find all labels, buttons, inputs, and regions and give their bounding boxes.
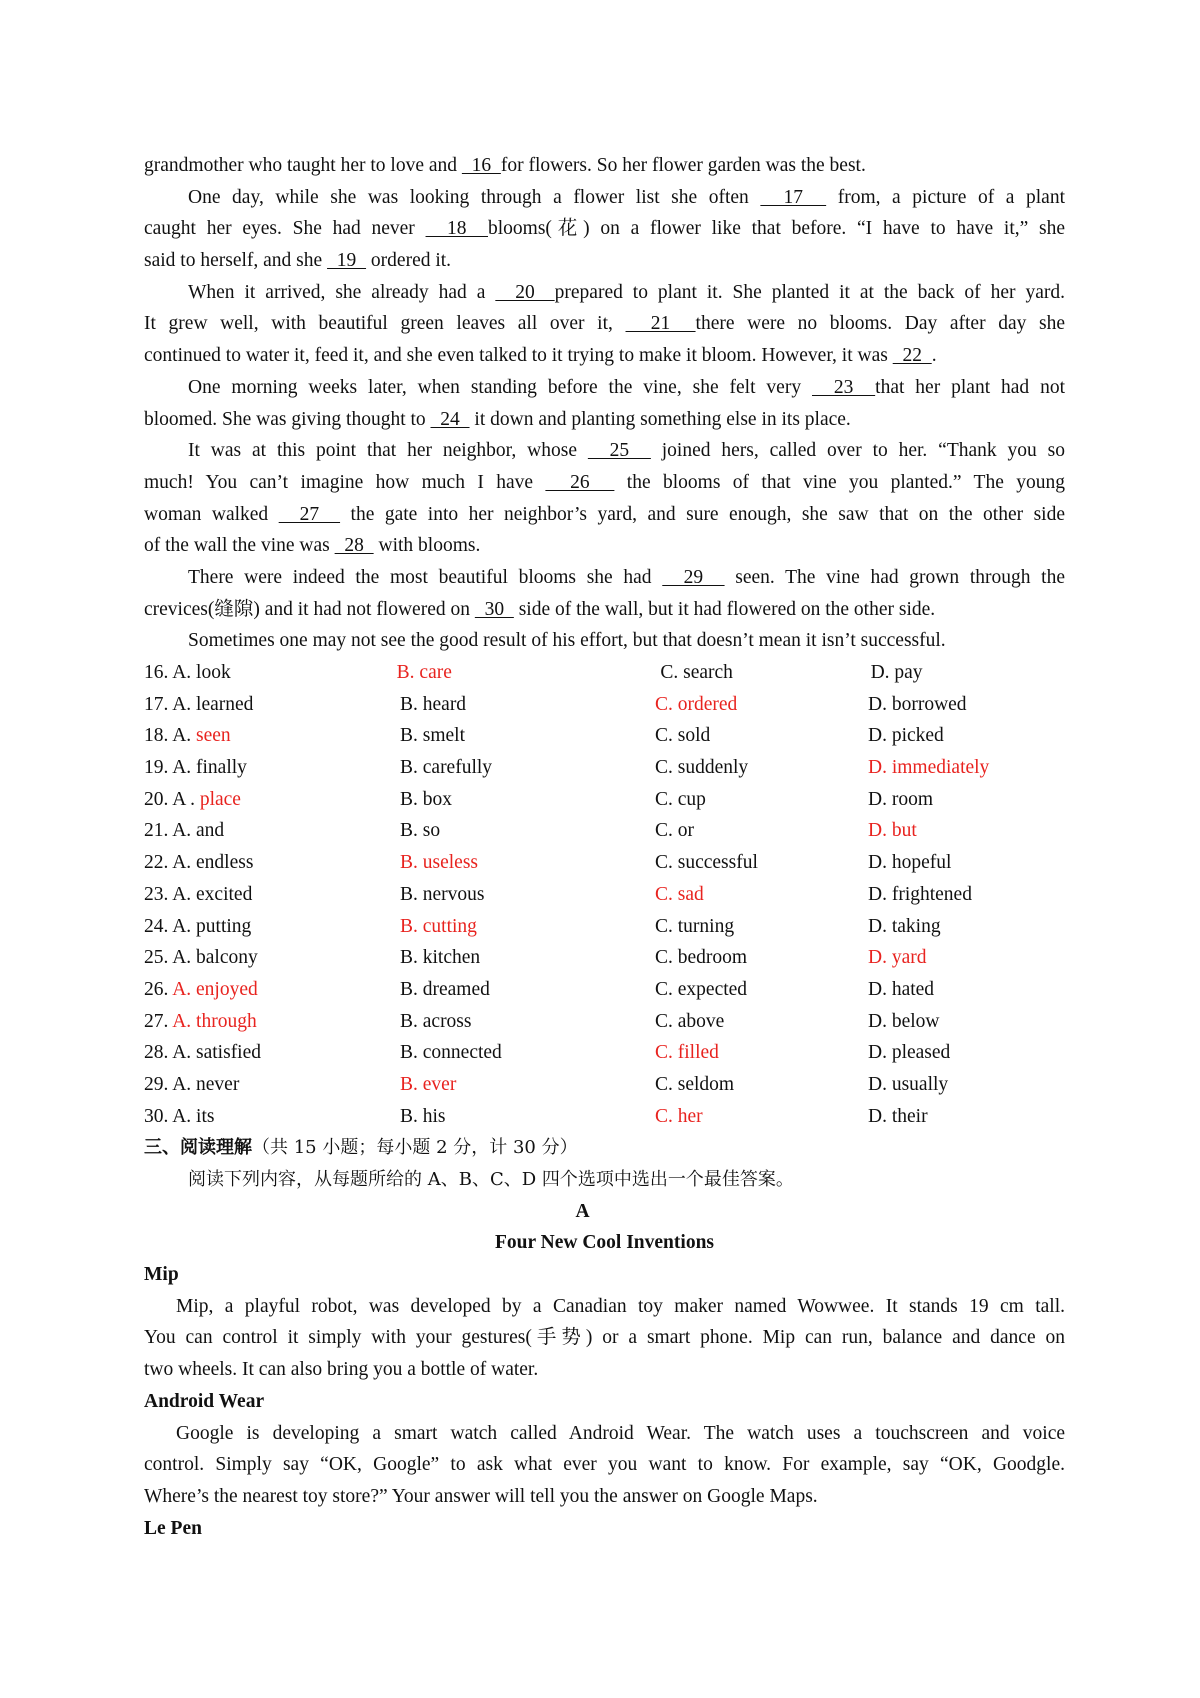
question-number: 20. — [144, 788, 173, 810]
option-text: D. their — [868, 1105, 928, 1127]
option-text: B. box — [400, 788, 453, 810]
option-row — [144, 847, 1065, 879]
option-b — [400, 752, 655, 784]
option-row — [144, 689, 1065, 721]
question-number: 19. — [144, 757, 173, 779]
option-d — [868, 720, 1065, 752]
option-row — [144, 1069, 1065, 1101]
option-c — [655, 879, 868, 911]
question-number: 16. — [144, 662, 173, 683]
option-a — [144, 720, 400, 752]
option-letter: A . — [172, 788, 200, 810]
option-b — [400, 974, 655, 1006]
article-items — [144, 1259, 1065, 1544]
article-line: control. Simply say “OK, Google” to ask what ever you want to know. For example, say “OK, Goodgle. — [144, 1454, 1065, 1476]
option-c — [655, 911, 868, 943]
option-b — [400, 879, 655, 911]
passage-text: One day, while she was looking through a flower list she often — [188, 186, 761, 208]
option-c — [655, 1069, 868, 1101]
passage-text: the blooms of that vine you planted.” The young — [614, 471, 1065, 493]
option-c — [655, 815, 868, 847]
option-text: B. across — [400, 1010, 472, 1032]
passage-line — [144, 182, 1065, 214]
option-text: C. sold — [655, 725, 711, 747]
option-text: A. excited — [172, 883, 253, 905]
option-text: C. her — [655, 1105, 703, 1127]
option-b — [400, 720, 655, 752]
option-text: C. or — [655, 820, 694, 842]
option-a — [144, 752, 400, 784]
option-text: D. room — [868, 788, 933, 810]
option-d — [868, 752, 1065, 784]
option-text: C. filled — [655, 1042, 719, 1064]
option-letter: A. — [172, 1010, 197, 1032]
option-text: D. hopeful — [868, 852, 952, 874]
question-number: 29. — [144, 1073, 173, 1095]
passage-text: One morning weeks later, when standing before the vine, she felt very — [188, 376, 812, 398]
passage-line — [144, 277, 1065, 309]
option-c — [655, 784, 868, 816]
option-a — [144, 1006, 400, 1038]
option-b — [400, 1069, 655, 1101]
question-number: 24. — [144, 915, 173, 937]
option-text: C. search — [660, 662, 733, 683]
option-row — [144, 911, 1065, 943]
option-b — [400, 1006, 655, 1038]
passage-text: When it arrived, she already had a — [188, 281, 496, 303]
exam-page — [144, 150, 1065, 1544]
passage-text: woman walked — [144, 503, 279, 525]
option-d — [868, 1006, 1065, 1038]
question-number: 26. — [144, 978, 173, 1000]
section-3-note: （共 15 小题；每小题 2 分，计 30 分） — [252, 1137, 578, 1159]
option-text: B. so — [400, 820, 441, 842]
option-c — [648, 657, 870, 689]
option-row — [144, 752, 1065, 784]
option-b — [400, 1037, 655, 1069]
passage-text: of the wall the vine was — [144, 535, 335, 557]
option-c — [655, 1006, 868, 1038]
option-c — [655, 974, 868, 1006]
option-d — [868, 1037, 1065, 1069]
option-text: C. bedroom — [655, 947, 748, 969]
article-title: Four New Cool Inventions — [494, 1232, 715, 1254]
answer-blank: 16 — [461, 155, 501, 176]
option-a — [144, 974, 400, 1006]
option-b — [400, 847, 655, 879]
option-word: enjoyed — [196, 978, 258, 1000]
question-number: 17. — [144, 693, 173, 715]
section-3-header — [144, 1132, 1065, 1164]
option-text: B. carefully — [400, 757, 493, 779]
option-text: B. ever — [400, 1073, 457, 1095]
option-a — [144, 815, 400, 847]
option-row — [144, 1101, 1065, 1133]
answer-blank: 29 — [662, 566, 725, 588]
option-text: B. cutting — [400, 915, 477, 937]
passage-text: There were indeed the most beautiful blooms she had — [188, 566, 663, 588]
option-text: D. usually — [868, 1073, 949, 1095]
option-c — [655, 1101, 868, 1133]
option-text: C. ordered — [655, 693, 738, 715]
passage-text: for flowers. So her flower garden was the best. — [500, 155, 866, 176]
article-line: two wheels. It can also bring you a bottle of water. — [144, 1359, 539, 1381]
option-b — [400, 815, 655, 847]
option-text: C. turning — [655, 915, 735, 937]
option-d — [868, 784, 1065, 816]
option-c — [655, 942, 868, 974]
option-text: B. his — [400, 1105, 446, 1127]
passage-text: side of the wall, but it had flowered on the other side. — [513, 598, 936, 620]
option-text: C. suddenly — [655, 757, 749, 779]
option-a — [144, 942, 400, 974]
cloze-passage — [144, 150, 1065, 657]
answer-blank: 18 — [425, 218, 488, 240]
passage-line — [144, 404, 1065, 436]
option-letter: A. — [172, 725, 197, 747]
option-c — [655, 720, 868, 752]
option-d — [871, 657, 1065, 689]
cloze-options — [144, 657, 1065, 1132]
option-text: C. expected — [655, 978, 748, 1000]
passage-text: It grew well, with beautiful green leaves all over it, — [144, 313, 626, 335]
passage-line — [144, 499, 1065, 531]
option-text: C. successful — [655, 852, 758, 874]
option-row — [144, 784, 1065, 816]
option-a — [144, 1037, 400, 1069]
option-row — [144, 974, 1065, 1006]
answer-blank: 30 — [474, 598, 514, 620]
passage-line — [144, 625, 1065, 657]
option-text: D. immediately — [868, 757, 990, 779]
passage-text: crevices(缝隙) and it had not flowered on — [144, 598, 475, 620]
option-text: C. above — [655, 1010, 725, 1032]
passage-line — [144, 594, 1065, 626]
option-b — [397, 657, 649, 689]
passage-text: there were no blooms. Day after day she — [695, 313, 1065, 335]
option-d — [868, 879, 1065, 911]
option-text: B. nervous — [400, 883, 485, 905]
option-text: A. endless — [172, 852, 254, 874]
option-a — [144, 1101, 400, 1133]
option-text: D. picked — [868, 725, 944, 747]
question-number: 30. — [144, 1105, 173, 1127]
option-c — [655, 752, 868, 784]
option-text: D. pleased — [868, 1042, 951, 1064]
passage-text: the gate into her neighbor’s yard, and sure enough, she saw that on the other side — [340, 503, 1066, 525]
passage-text: It was at this point that her neighbor, whose — [188, 440, 588, 462]
passage-line — [144, 340, 1065, 372]
article-item-heading: Le Pen — [144, 1517, 202, 1539]
passage-text: caught her eyes. She had never — [144, 218, 426, 240]
option-text: C. cup — [655, 788, 706, 810]
passage-text: blooms(花) on a flower like that before. “I have to have it,” she — [488, 218, 1065, 240]
answer-blank: 23 — [812, 376, 876, 398]
option-text: D. hated — [868, 978, 935, 1000]
article-line: You can control it simply with your gestures(手势) or a smart phone. Mip can run, balance and dance on — [144, 1327, 1065, 1349]
passage-text: it down and planting something else in its place. — [469, 408, 851, 430]
option-row — [144, 815, 1065, 847]
answer-blank: 27 — [278, 503, 341, 525]
passage-text: ordered it. — [366, 250, 452, 272]
passage-text: continued to water it, feed it, and she even talked to it trying to make it bloom. However, it was — [144, 345, 893, 367]
passage-text: said to herself, and she — [144, 250, 328, 272]
option-row — [144, 879, 1065, 911]
option-a — [144, 689, 400, 721]
option-a — [144, 911, 400, 943]
option-text: D. below — [868, 1010, 940, 1032]
option-d — [868, 974, 1065, 1006]
option-text: C. seldom — [655, 1073, 735, 1095]
option-text: D. borrowed — [868, 693, 967, 715]
option-a — [144, 657, 397, 689]
passage-text: joined hers, called over to her. “Thank you so — [650, 440, 1066, 462]
option-text: A. satisfied — [172, 1042, 262, 1064]
option-text: B. smelt — [400, 725, 466, 747]
passage-line — [144, 245, 1065, 277]
passage-line — [144, 562, 1065, 594]
option-c — [655, 689, 868, 721]
option-text: D. but — [868, 820, 917, 842]
option-c — [655, 847, 868, 879]
answer-blank: 26 — [545, 471, 615, 493]
answer-blank: 24 — [430, 408, 470, 430]
answer-blank: 20 — [495, 281, 555, 303]
article-line: Mip, a playful robot, was developed by a Canadian toy maker named Wowwee. It stands 19 cm tall. — [176, 1295, 1065, 1317]
option-text: A. finally — [172, 757, 247, 779]
question-number: 22. — [144, 852, 173, 874]
answer-blank: 25 — [587, 440, 651, 462]
section-3-heading: 三、阅读理解 — [144, 1137, 252, 1159]
article-line: Google is developing a smart watch called Android Wear. The watch uses a touchscreen and voice — [176, 1422, 1065, 1444]
option-a — [144, 784, 400, 816]
passage-text: . — [931, 345, 937, 367]
option-text: A. and — [172, 820, 225, 842]
passage-text: with blooms. — [373, 535, 481, 557]
option-text: B. kitchen — [400, 947, 481, 969]
answer-blank: 19 — [327, 250, 367, 272]
option-word: place — [199, 788, 241, 810]
question-number: 28. — [144, 1042, 173, 1064]
article-item-heading: Mip — [144, 1264, 179, 1286]
passage-line — [144, 308, 1065, 340]
option-letter: A. — [172, 978, 197, 1000]
passage-line — [144, 467, 1065, 499]
option-text: D. pay — [870, 662, 923, 683]
option-d — [868, 1069, 1065, 1101]
option-text: A. balcony — [172, 947, 258, 969]
passage-text: seen. The vine had grown through the — [724, 566, 1066, 588]
passage-text: much! You can’t imagine how much I have — [144, 471, 546, 493]
option-row — [144, 1037, 1065, 1069]
question-number: 27. — [144, 1010, 173, 1032]
passage-text: grandmother who taught her to love and — [144, 155, 462, 176]
answer-blank: 21 — [625, 313, 696, 335]
option-a — [144, 847, 400, 879]
option-c — [655, 1037, 868, 1069]
option-text: B. useless — [400, 852, 478, 874]
option-b — [400, 1101, 655, 1133]
option-word: seen — [196, 725, 231, 747]
passage-line — [144, 372, 1065, 404]
option-text: A. learned — [172, 693, 254, 715]
question-number: 21. — [144, 820, 173, 842]
option-d — [868, 689, 1065, 721]
option-text: B. heard — [400, 693, 467, 715]
option-b — [400, 911, 655, 943]
option-text: A. look — [172, 662, 231, 683]
passage-line — [144, 435, 1065, 467]
option-text: B. dreamed — [400, 978, 490, 1000]
option-b — [400, 689, 655, 721]
passage-text: bloomed. She was giving thought to — [144, 408, 431, 430]
option-text: D. frightened — [868, 883, 972, 905]
article-letter: A — [575, 1200, 590, 1222]
option-row — [144, 720, 1065, 752]
option-text: D. yard — [868, 947, 927, 969]
passage-text: Sometimes one may not see the good result of his effort, but that doesn’t mean it isn’t successful. — [188, 630, 946, 652]
section-3-instruction: 阅读下列内容，从每题所给的 A、B、C、D 四个选项中选出一个最佳答案。 — [188, 1169, 794, 1190]
option-row — [144, 1006, 1065, 1038]
answer-blank: 28 — [334, 535, 374, 557]
option-text: B. care — [396, 662, 452, 683]
option-text: A. its — [172, 1105, 215, 1127]
option-row — [144, 942, 1065, 974]
passage-text: that her plant had not — [875, 376, 1066, 398]
passage-line — [144, 150, 1065, 182]
answer-blank: 22 — [892, 345, 932, 367]
option-d — [868, 942, 1065, 974]
passage-text: prepared to plant it. She planted it at the back of her yard. — [554, 281, 1065, 303]
article-line: Where’s the nearest toy store?” Your answer will tell you the answer on Google Maps. — [144, 1485, 818, 1507]
option-d — [868, 1101, 1065, 1133]
option-d — [868, 815, 1065, 847]
article-item-heading: Android Wear — [144, 1390, 265, 1412]
option-b — [400, 784, 655, 816]
option-row — [144, 657, 1065, 689]
option-text: D. taking — [868, 915, 941, 937]
option-text: A. never — [172, 1073, 240, 1095]
passage-line — [144, 530, 1065, 562]
option-a — [144, 1069, 400, 1101]
passage-line — [144, 213, 1065, 245]
passage-text: from, a picture of a plant — [826, 186, 1065, 208]
answer-blank: 17 — [760, 186, 827, 208]
option-word: through — [196, 1010, 257, 1032]
option-d — [868, 847, 1065, 879]
option-text: C. sad — [655, 883, 704, 905]
question-number: 25. — [144, 947, 173, 969]
option-b — [400, 942, 655, 974]
option-text: B. connected — [400, 1042, 502, 1064]
option-a — [144, 879, 400, 911]
question-number: 23. — [144, 883, 173, 905]
question-number: 18. — [144, 725, 173, 747]
option-d — [868, 911, 1065, 943]
option-text: A. putting — [172, 915, 252, 937]
